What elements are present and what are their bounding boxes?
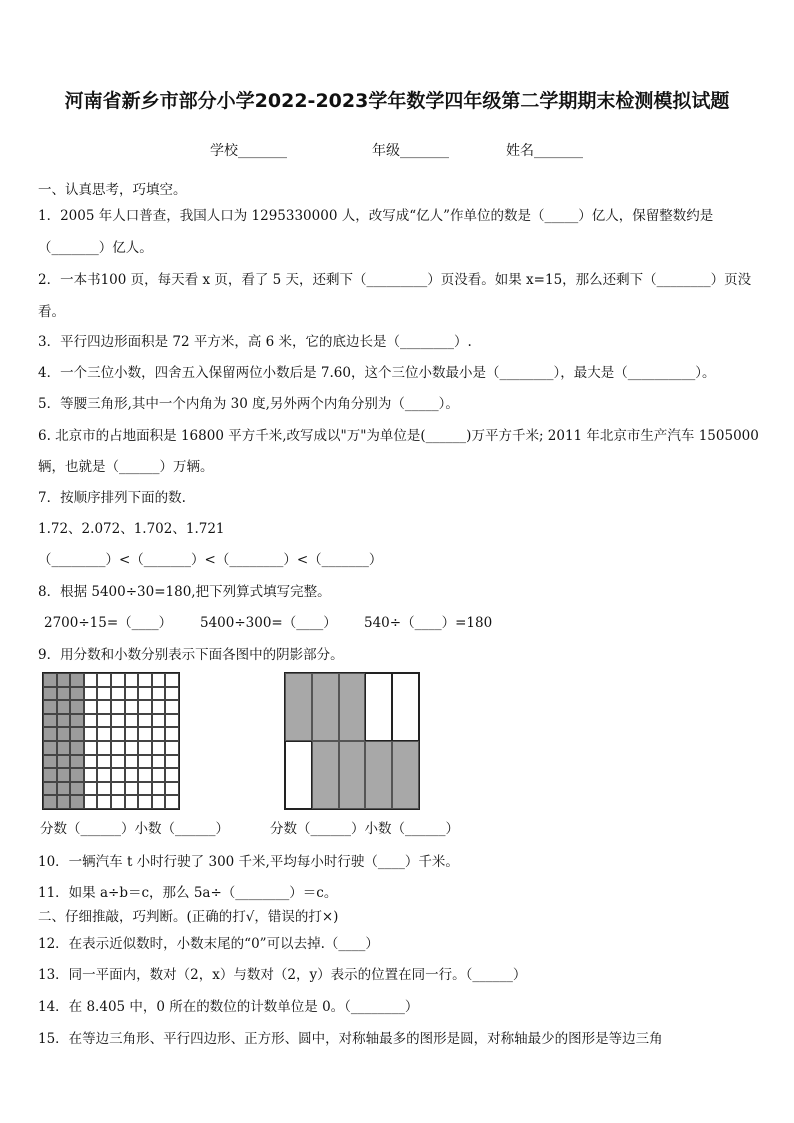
- grid-cell: [152, 741, 166, 755]
- question-8: 8．根据 5400÷30=180,把下列算式填写完整。: [38, 584, 331, 600]
- grid-cell: [125, 673, 139, 687]
- question-14: 14．在 8.405 中，0 所在的数位的计数单位是 0。（________）: [38, 999, 419, 1015]
- grid-cell: [57, 768, 71, 782]
- grid-cell: [43, 687, 57, 701]
- grid-cell: [111, 768, 125, 782]
- question-8-part-a: 2700÷15=（____）: [44, 615, 173, 631]
- grid-cell: [84, 673, 98, 687]
- grid-cell: [111, 741, 125, 755]
- grid-cell: [84, 687, 98, 701]
- strip-cell: [392, 741, 419, 809]
- grid-cell: [43, 673, 57, 687]
- grid-cell: [70, 795, 84, 809]
- question-6-line-1: 6. 北京市的占地面积是 16800 平方千米,改写成以"万"为单位是(______)万平方千米; 2011 年北京市生产汽车 1505000: [38, 428, 759, 444]
- grid-cell: [70, 687, 84, 701]
- section-1-heading: 一、认真思考，巧填空。: [38, 182, 187, 198]
- question-5: 5．等腰三角形,其中一个内角为 30 度,另外两个内角分别为（_____）。: [38, 396, 459, 412]
- question-13: 13．同一平面内，数对（2，x）与数对（2，y）表示的位置在同一行。（______）: [38, 967, 527, 983]
- question-8-part-b: 5400÷300=（____）: [200, 615, 337, 631]
- grid-cell: [152, 755, 166, 769]
- grid-cell: [138, 768, 152, 782]
- hundred-grid-figure: [42, 672, 180, 810]
- grid-cell: [152, 687, 166, 701]
- grid-cell: [138, 714, 152, 728]
- strip-cell: [392, 673, 419, 741]
- strip-cell: [312, 673, 339, 741]
- question-15: 15．在等边三角形、平行四边形、正方形、圆中，对称轴最多的图形是圆，对称轴最少的图形是等边三角: [38, 1031, 663, 1047]
- strip-cell: [285, 673, 312, 741]
- grid-cell: [152, 727, 166, 741]
- grid-cell: [84, 714, 98, 728]
- page-title: 河南省新乡市部分小学2022-2023学年数学四年级第二学期期末检测模拟试题: [64, 90, 730, 112]
- grid-cell: [97, 741, 111, 755]
- strip-cell: [285, 741, 312, 809]
- question-8-part-c: 540÷（____）=180: [364, 615, 493, 631]
- grid-cell: [97, 795, 111, 809]
- grid-cell: [152, 700, 166, 714]
- grid-cell: [57, 673, 71, 687]
- grid-cell: [43, 755, 57, 769]
- grid-cell: [70, 727, 84, 741]
- grid-cell: [111, 795, 125, 809]
- grid-cell: [165, 687, 179, 701]
- grid-cell: [84, 741, 98, 755]
- grid-cell: [111, 714, 125, 728]
- grid-cell: [97, 755, 111, 769]
- grid-cell: [138, 755, 152, 769]
- grid-cell: [111, 673, 125, 687]
- grid-cell: [43, 741, 57, 755]
- grid-cell: [111, 782, 125, 796]
- grid-cell: [84, 782, 98, 796]
- grid-cell: [165, 755, 179, 769]
- grid-cell: [57, 755, 71, 769]
- grid-cell: [97, 673, 111, 687]
- grid-cell: [125, 795, 139, 809]
- question-7: 7．按顺序排列下面的数.: [38, 490, 186, 506]
- grid-cell: [70, 714, 84, 728]
- grid-cell: [43, 782, 57, 796]
- grid-cell: [125, 687, 139, 701]
- grid-cell: [125, 741, 139, 755]
- grid-cell: [84, 727, 98, 741]
- grid-cell: [111, 700, 125, 714]
- grid-cell: [70, 755, 84, 769]
- grid-cell: [165, 795, 179, 809]
- strip-cell: [339, 741, 366, 809]
- grid-cell: [70, 768, 84, 782]
- grid-cell: [125, 782, 139, 796]
- grid-cell: [57, 727, 71, 741]
- grid-cell: [138, 673, 152, 687]
- grid-cell: [70, 741, 84, 755]
- grid-cell: [165, 741, 179, 755]
- grid-cell: [165, 673, 179, 687]
- grid-cell: [152, 714, 166, 728]
- grid-cell: [84, 795, 98, 809]
- grid-cell: [97, 768, 111, 782]
- question-9-right-answer: 分数（______）小数（______）: [270, 821, 459, 837]
- question-9-left-answer: 分数（______）小数（______）: [40, 821, 229, 837]
- section-2-heading: 二、仔细推敲，巧判断。(正确的打√，错误的打×): [38, 909, 339, 925]
- strip-cell: [365, 673, 392, 741]
- grid-cell: [165, 714, 179, 728]
- grid-cell: [84, 768, 98, 782]
- grid-cell: [43, 714, 57, 728]
- grid-cell: [70, 673, 84, 687]
- grid-cell: [84, 700, 98, 714]
- grid-cell: [165, 700, 179, 714]
- grid-cell: [125, 755, 139, 769]
- question-1-line-1: 1．2005 年人口普查，我国人口为 1295330000 人，改写成“亿人”作单位的数是（_____）亿人，保留整数约是: [38, 208, 714, 224]
- grid-cell: [138, 741, 152, 755]
- question-11: 11．如果 a÷b＝c，那么 5a÷（________）＝c。: [38, 885, 338, 901]
- grid-cell: [57, 687, 71, 701]
- grid-cell: [97, 782, 111, 796]
- grid-cell: [111, 687, 125, 701]
- strip-cell: [312, 741, 339, 809]
- grid-cell: [97, 727, 111, 741]
- grid-cell: [138, 795, 152, 809]
- grid-cell: [152, 795, 166, 809]
- question-10: 10．一辆汽车 t 小时行驶了 300 千米,平均每小时行驶（____）千米。: [38, 854, 459, 870]
- grid-cell: [43, 795, 57, 809]
- grid-cell: [125, 768, 139, 782]
- grid-cell: [125, 727, 139, 741]
- grid-cell: [165, 782, 179, 796]
- grid-cell: [43, 768, 57, 782]
- strip-cell: [339, 673, 366, 741]
- question-7-blanks: （________）<（_______）<（________）<（_______）: [38, 552, 383, 568]
- strip-figure: [284, 672, 420, 810]
- grid-cell: [97, 700, 111, 714]
- grid-cell: [57, 782, 71, 796]
- grid-cell: [165, 727, 179, 741]
- question-9: 9．用分数和小数分别表示下面各图中的阴影部分。: [38, 647, 344, 663]
- grid-cell: [152, 768, 166, 782]
- question-1-line-2: （_______）亿人。: [38, 240, 153, 256]
- grid-cell: [97, 687, 111, 701]
- question-4: 4．一个三位小数，四舍五入保留两位小数后是 7.60，这个三位小数最小是（________），最大是（__________）。: [38, 365, 716, 381]
- grid-cell: [57, 714, 71, 728]
- question-6-line-2: 辆，也就是（______）万辆。: [38, 459, 214, 475]
- grid-cell: [152, 782, 166, 796]
- name-field: 姓名_______: [506, 143, 583, 159]
- question-12: 12．在表示近似数时，小数末尾的“0”可以去掉.（____）: [38, 936, 379, 952]
- question-2-line-2: 看。: [38, 304, 65, 320]
- grid-cell: [70, 700, 84, 714]
- question-2-line-1: 2．一本书100 页，每天看 x 页，看了 5 天，还剩下（_________）页没看。如果 x=15，那么还剩下（________）页没: [38, 272, 752, 288]
- grid-cell: [43, 727, 57, 741]
- grid-cell: [43, 700, 57, 714]
- grid-cell: [125, 714, 139, 728]
- grid-cell: [165, 768, 179, 782]
- grid-cell: [111, 727, 125, 741]
- grid-cell: [57, 795, 71, 809]
- grid-cell: [138, 782, 152, 796]
- grid-cell: [138, 727, 152, 741]
- grid-cell: [138, 700, 152, 714]
- school-field: 学校_______: [210, 143, 287, 159]
- grid-cell: [138, 687, 152, 701]
- grid-cell: [57, 741, 71, 755]
- grade-field: 年级_______: [372, 143, 449, 159]
- grid-cell: [97, 714, 111, 728]
- grid-cell: [125, 700, 139, 714]
- grid-cell: [152, 673, 166, 687]
- question-3: 3．平行四边形面积是 72 平方米，高 6 米，它的底边长是（________）.: [38, 334, 472, 350]
- grid-cell: [70, 782, 84, 796]
- grid-cell: [57, 700, 71, 714]
- grid-cell: [111, 755, 125, 769]
- strip-cell: [365, 741, 392, 809]
- grid-cell: [84, 755, 98, 769]
- question-7-numbers: 1.72、2.072、1.702、1.721: [38, 521, 225, 537]
